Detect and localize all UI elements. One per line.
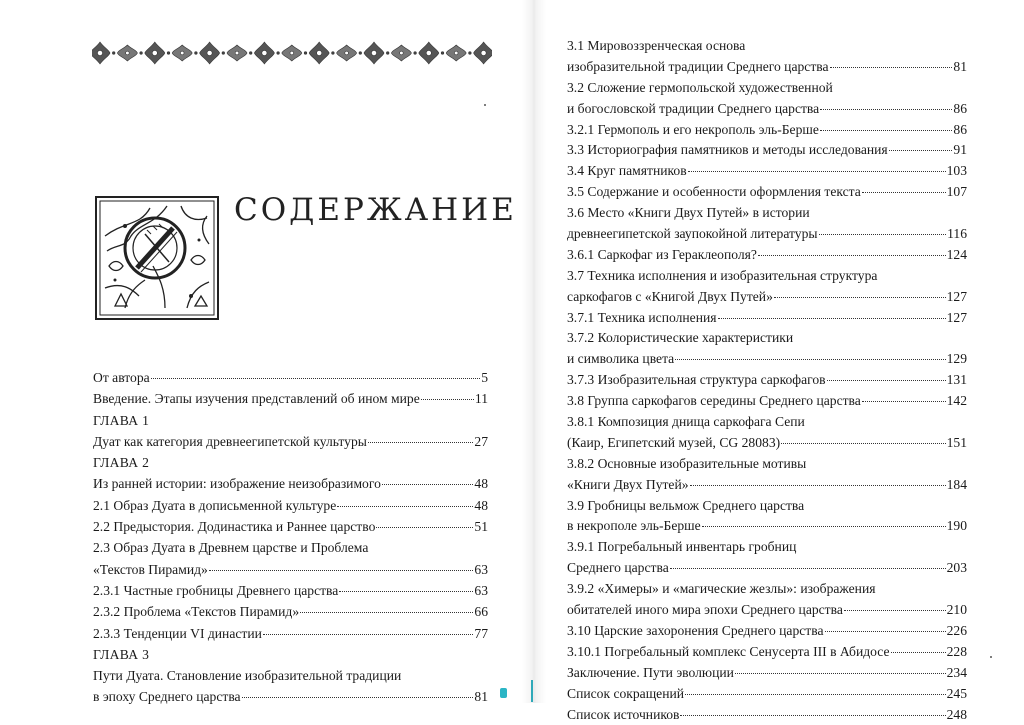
dot-leader — [300, 612, 473, 613]
toc-page-number: 234 — [947, 663, 967, 684]
ornament-motif — [254, 42, 279, 64]
toc-entry-title: 3.7.3 Изобразительная структура саркофагов — [567, 370, 826, 391]
dot-leader — [781, 443, 945, 444]
ornament-motif — [337, 45, 362, 61]
ornament-motif — [145, 42, 170, 64]
scan-speck — [484, 104, 486, 106]
table-of-contents-right — [567, 36, 967, 725]
toc-entry-title: 3.9.2 «Химеры» и «магические жезлы»: изображения — [567, 579, 875, 600]
blue-page-mark — [500, 688, 507, 698]
page-title: СОДЕРЖАНИЕ — [234, 192, 517, 228]
right-toc-entry — [567, 161, 967, 182]
toc-entry-title: обитателей иного мира эпохи Среднего царства — [567, 600, 843, 621]
toc-line — [567, 496, 967, 517]
right-toc-entry — [567, 496, 967, 538]
toc-entry-title: (Каир, Египетский музей, CG 28083) — [567, 433, 780, 454]
dot-leader — [820, 109, 952, 110]
dot-leader — [830, 67, 953, 68]
toc-page-number: 103 — [947, 161, 967, 182]
right-toc-entry — [567, 537, 967, 579]
toc-line — [93, 473, 488, 494]
toc-line — [567, 120, 967, 141]
toc-line — [93, 686, 488, 707]
dot-leader — [151, 378, 481, 379]
dot-leader — [242, 697, 474, 698]
scan-speck — [990, 656, 992, 658]
left-toc-entry — [93, 623, 488, 644]
dot-leader — [339, 591, 473, 592]
toc-page-number: 129 — [947, 349, 967, 370]
toc-entry-title: 2.3.1 Частные гробницы Древнего царства — [93, 580, 338, 601]
toc-entry-title: 3.10 Царские захоронения Среднего царства — [567, 621, 824, 642]
dot-leader — [688, 171, 946, 172]
toc-entry-title: и богословской традиции Среднего царства — [567, 99, 819, 120]
dot-leader — [368, 442, 473, 443]
toc-line — [567, 287, 967, 308]
ornament-motif — [200, 42, 225, 64]
toc-entry-title: ГЛАВА 2 — [93, 452, 149, 473]
right-toc-entry — [567, 78, 967, 120]
toc-line — [567, 621, 967, 642]
dot-leader — [825, 631, 946, 632]
toc-line — [567, 328, 967, 349]
toc-line — [567, 558, 967, 579]
dot-leader — [819, 234, 947, 235]
blue-edge-line — [531, 680, 533, 702]
toc-page-number: 248 — [947, 705, 967, 725]
ornament-motif — [391, 45, 416, 61]
toc-page-number: 210 — [947, 600, 967, 621]
right-toc-entry — [567, 245, 967, 266]
right-toc-entry — [567, 705, 967, 725]
toc-page-number: 51 — [474, 516, 488, 537]
dot-leader — [891, 652, 946, 653]
dot-leader — [827, 380, 946, 381]
left-toc-entry — [93, 452, 488, 473]
toc-line — [567, 370, 967, 391]
ornament-motif — [92, 42, 115, 64]
toc-line — [567, 308, 967, 329]
toc-entry-title: саркофагов с «Книгой Двух Путей» — [567, 287, 773, 308]
toc-line — [567, 161, 967, 182]
ornament-motif — [364, 42, 389, 64]
toc-page-number: 116 — [947, 224, 967, 245]
toc-page-number: 81 — [953, 57, 967, 78]
toc-entry-title: Введение. Этапы изучения представлений об ином мире — [93, 388, 420, 409]
left-toc-entry — [93, 537, 488, 580]
right-toc-entry — [567, 266, 967, 308]
dot-leader — [263, 634, 474, 635]
toc-line — [93, 516, 488, 537]
right-toc-entry — [567, 370, 967, 391]
ornament-motif — [227, 45, 252, 61]
toc-page-number: 203 — [947, 558, 967, 579]
toc-page-number: 91 — [953, 140, 967, 161]
toc-entry-title: 3.6.1 Саркофаг из Гераклеополя? — [567, 245, 757, 266]
toc-line — [567, 266, 967, 287]
toc-entry-title: «Текстов Пирамид» — [93, 559, 208, 580]
toc-page-number: 245 — [947, 684, 967, 705]
toc-entry-title: Пути Дуата. Становление изобразительной традиции — [93, 665, 401, 686]
toc-line — [567, 99, 967, 120]
toc-page-number: 124 — [947, 245, 967, 266]
dot-leader — [376, 527, 473, 528]
toc-entry-title: 3.2.1 Гермополь и его некрополь эль-Берше — [567, 120, 819, 141]
toc-line — [567, 684, 967, 705]
toc-line — [93, 601, 488, 622]
ornament-motif — [117, 45, 142, 61]
toc-entry-title: Список источников — [567, 705, 679, 725]
toc-page-number: 228 — [947, 642, 967, 663]
right-toc-entry — [567, 663, 967, 684]
toc-page-number: 86 — [953, 99, 967, 120]
left-toc-entry — [93, 580, 488, 601]
toc-entry-title: 2.2 Предыстория. Додинастика и Раннее царство — [93, 516, 375, 537]
toc-entry-title: 3.7 Техника исполнения и изобразительная структура — [567, 266, 877, 287]
toc-entry-title: 3.6 Место «Книги Двух Путей» в истории — [567, 203, 810, 224]
toc-page-number: 86 — [953, 120, 967, 141]
ornament-motif — [309, 42, 334, 64]
toc-entry-title: 3.8 Группа саркофагов середины Среднего царства — [567, 391, 861, 412]
toc-entry-title: 3.7.1 Техника исполнения — [567, 308, 717, 329]
table-of-contents-left — [93, 367, 488, 708]
toc-line — [567, 433, 967, 454]
toc-page-number: 226 — [947, 621, 967, 642]
toc-page-number: 81 — [474, 686, 488, 707]
toc-line — [567, 245, 967, 266]
toc-entry-title: 3.9.1 Погребальный инвентарь гробниц — [567, 537, 796, 558]
toc-entry-title: Заключение. Пути эволюции — [567, 663, 734, 684]
left-toc-entry — [93, 473, 488, 494]
toc-entry-title: 3.5 Содержание и особенности оформления текста — [567, 182, 861, 203]
dot-leader — [680, 715, 945, 716]
toc-line — [93, 537, 488, 558]
toc-page-number: 63 — [474, 580, 488, 601]
toc-line — [93, 431, 488, 452]
toc-entry-title: 3.3 Историография памятников и методы исследования — [567, 140, 888, 161]
toc-entry-title: и символика цвета — [567, 349, 674, 370]
dot-leader — [718, 318, 946, 319]
toc-line — [567, 454, 967, 475]
left-toc-entry — [93, 665, 488, 708]
toc-line — [93, 410, 488, 431]
toc-page-number: 107 — [947, 182, 967, 203]
toc-page-number: 127 — [947, 308, 967, 329]
toc-entry-title: 2.3.2 Проблема «Текстов Пирамид» — [93, 601, 299, 622]
toc-entry-title: Список сокращений — [567, 684, 684, 705]
toc-line — [93, 388, 488, 409]
toc-line — [567, 78, 967, 99]
toc-line — [567, 516, 967, 537]
dot-leader — [337, 506, 473, 507]
toc-entry-title: 3.7.2 Колористические характеристики — [567, 328, 793, 349]
toc-entry-title: 3.4 Круг памятников — [567, 161, 687, 182]
toc-page-number: 48 — [474, 495, 488, 516]
toc-line — [567, 475, 967, 496]
toc-entry-title: 2.3 Образ Дуата в Древнем царстве и Проблема — [93, 537, 368, 558]
toc-line — [93, 559, 488, 580]
toc-entry-title: 3.10.1 Погребальный комплекс Сенусерта III в Абидосе — [567, 642, 890, 663]
toc-line — [567, 203, 967, 224]
toc-entry-title: «Книги Двух Путей» — [567, 475, 689, 496]
right-toc-entry — [567, 391, 967, 412]
toc-line — [567, 36, 967, 57]
toc-page-number: 131 — [947, 370, 967, 391]
dot-leader — [758, 255, 946, 256]
toc-line — [567, 663, 967, 684]
toc-entry-title: ГЛАВА 1 — [93, 410, 149, 431]
toc-line — [93, 452, 488, 473]
dot-leader — [675, 359, 945, 360]
dot-leader — [690, 485, 946, 486]
toc-page-number: 5 — [481, 367, 488, 388]
dot-leader — [889, 150, 953, 151]
toc-entry-title: Дуат как категория древнеегипетской культуры — [93, 431, 367, 452]
toc-page-number: 66 — [474, 601, 488, 622]
right-toc-entry — [567, 36, 967, 78]
toc-page-number: 77 — [474, 623, 488, 644]
toc-line — [567, 600, 967, 621]
toc-page-number: 151 — [947, 433, 967, 454]
dot-leader — [862, 192, 946, 193]
dot-leader — [382, 484, 474, 485]
right-toc-entry — [567, 454, 967, 496]
right-toc-entry — [567, 182, 967, 203]
toc-entry-title: 3.8.1 Композиция днища саркофага Сепи — [567, 412, 805, 433]
ornament-motif — [419, 42, 444, 64]
toc-entry-title: 2.1 Образ Дуата в дописьменной культуре — [93, 495, 336, 516]
left-toc-entry — [93, 431, 488, 452]
toc-entry-title: в некрополе эль-Берше — [567, 516, 701, 537]
left-toc-entry — [93, 388, 488, 409]
toc-entry-title: ГЛАВА 3 — [93, 644, 149, 665]
toc-entry-title: Среднего царства — [567, 558, 669, 579]
right-toc-entry — [567, 412, 967, 454]
right-toc-entry — [567, 684, 967, 705]
toc-entry-title: 3.2 Сложение гермопольской художественной — [567, 78, 833, 99]
toc-entry-title: Из ранней истории: изображение неизобразимого — [93, 473, 381, 494]
right-toc-entry — [567, 140, 967, 161]
dot-leader — [421, 399, 474, 400]
toc-page-number: 127 — [947, 287, 967, 308]
toc-entry-title: 3.1 Мировоззренческая основа — [567, 36, 745, 57]
right-toc-entry — [567, 203, 967, 245]
toc-page-number: 11 — [475, 388, 488, 409]
toc-line — [567, 140, 967, 161]
decorative-ornament-border — [92, 40, 492, 66]
right-toc-entry — [567, 328, 967, 370]
toc-entry-title: 3.8.2 Основные изобразительные мотивы — [567, 454, 806, 475]
dot-leader — [820, 130, 953, 131]
ornament-motif — [446, 45, 471, 61]
toc-line — [93, 495, 488, 516]
toc-line — [567, 705, 967, 725]
toc-entry-title: изобразительной традиции Среднего царства — [567, 57, 829, 78]
toc-page-number: 27 — [474, 431, 488, 452]
toc-line — [567, 57, 967, 78]
ornament-motif — [282, 45, 307, 61]
toc-line — [567, 412, 967, 433]
toc-line — [93, 623, 488, 644]
decorative-chapter-emblem — [95, 196, 219, 320]
toc-page-number: 184 — [947, 475, 967, 496]
right-toc-entry — [567, 642, 967, 663]
dot-leader — [670, 568, 946, 569]
left-toc-entry — [93, 367, 488, 388]
left-toc-entry — [93, 495, 488, 516]
ornament-motif — [474, 42, 492, 64]
toc-page-number: 190 — [947, 516, 967, 537]
dot-leader — [702, 526, 946, 527]
right-toc-entry — [567, 308, 967, 329]
toc-entry-title: древнеегипетской заупокойной литературы — [567, 224, 818, 245]
toc-line — [567, 224, 967, 245]
dot-leader — [735, 673, 946, 674]
left-toc-entry — [93, 410, 488, 431]
left-toc-entry — [93, 644, 488, 665]
toc-line — [93, 644, 488, 665]
toc-line — [567, 537, 967, 558]
toc-page-number: 142 — [947, 391, 967, 412]
toc-line — [567, 642, 967, 663]
right-toc-entry — [567, 621, 967, 642]
toc-page-number: 63 — [474, 559, 488, 580]
book-gutter — [522, 0, 546, 703]
toc-page-number: 48 — [474, 473, 488, 494]
toc-entry-title: 2.3.3 Тенденции VI династии — [93, 623, 262, 644]
ornament-motif — [172, 45, 197, 61]
right-toc-entry — [567, 120, 967, 141]
toc-entry-title: в эпоху Среднего царства — [93, 686, 241, 707]
dot-leader — [209, 570, 474, 571]
dot-leader — [862, 401, 946, 402]
dot-leader — [844, 610, 946, 611]
toc-line — [93, 580, 488, 601]
right-toc-entry — [567, 579, 967, 621]
toc-line — [93, 665, 488, 686]
toc-line — [567, 182, 967, 203]
toc-line — [567, 579, 967, 600]
toc-line — [567, 349, 967, 370]
left-toc-entry — [93, 601, 488, 622]
toc-line — [93, 367, 488, 388]
dot-leader — [685, 694, 946, 695]
toc-entry-title: 3.9 Гробницы вельмож Среднего царства — [567, 496, 804, 517]
dot-leader — [774, 297, 946, 298]
toc-entry-title: От автора — [93, 367, 150, 388]
toc-line — [567, 391, 967, 412]
left-toc-entry — [93, 516, 488, 537]
